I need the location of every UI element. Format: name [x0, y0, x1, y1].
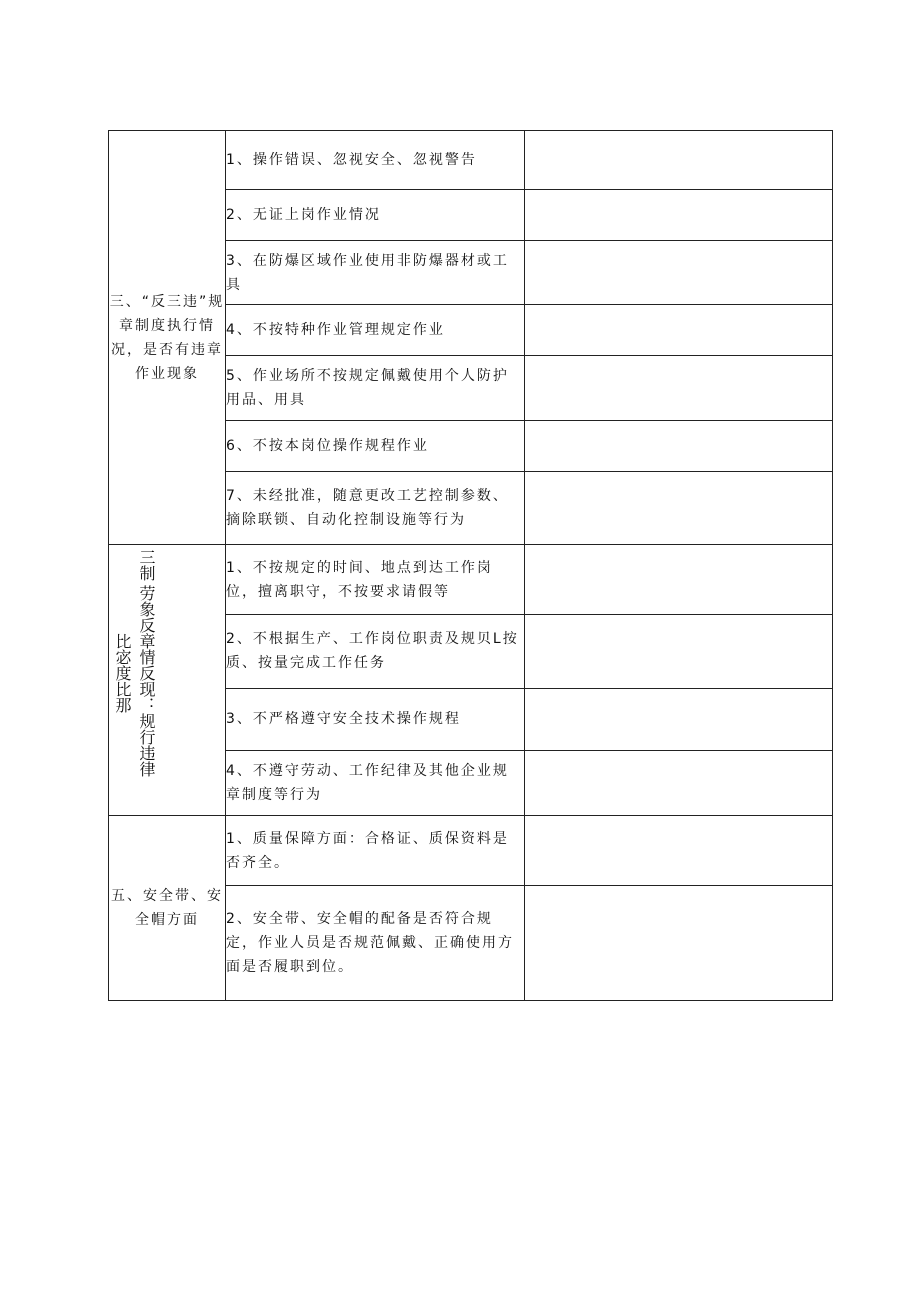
- category-cell-vertical: [109, 545, 226, 816]
- result-cell[interactable]: [525, 305, 833, 356]
- item-cell: 4、不按特种作业管理规定作业: [226, 305, 525, 356]
- result-cell[interactable]: [525, 615, 833, 688]
- result-cell[interactable]: [525, 190, 833, 241]
- item-cell: 4、不遵守劳动、工作纪律及其他企业规章制度等行为: [226, 750, 525, 815]
- table-row: [109, 816, 833, 886]
- item-cell: 1、质量保障方面：合格证、质保资料是否齐全。: [226, 816, 525, 886]
- category-cell: [109, 131, 226, 545]
- category-label: 五、安全带、安全帽方面: [111, 888, 223, 928]
- result-cell[interactable]: [525, 421, 833, 472]
- result-cell[interactable]: [525, 545, 833, 615]
- category-vertical-col2: 劳象反章情反现：规行违律: [137, 585, 156, 777]
- item-cell: 1、不按规定的时间、地点到达工作岗位，擅离职守，不按要求请假等: [226, 545, 525, 615]
- result-cell[interactable]: [525, 886, 833, 1001]
- item-cell: 2、无证上岗作业情况: [226, 190, 525, 241]
- item-cell: 2、不根据生产、工作岗位职责及规贝L按质、按量完成工作任务: [226, 615, 525, 688]
- result-cell[interactable]: [525, 356, 833, 421]
- category-vertical-col1: 比宓度比那: [113, 633, 132, 713]
- result-cell[interactable]: [525, 241, 833, 305]
- item-cell: 3、在防爆区域作业使用非防爆器材或工具: [226, 241, 525, 305]
- item-cell: 6、不按本岗位操作规程作业: [226, 421, 525, 472]
- result-cell[interactable]: [525, 131, 833, 190]
- result-cell[interactable]: [525, 750, 833, 815]
- category-cell: [109, 816, 226, 1001]
- category-vertical-col3: 三制: [137, 549, 156, 581]
- item-cell: 5、作业场所不按规定佩戴使用个人防护用品、用具: [226, 356, 525, 421]
- result-cell[interactable]: [525, 472, 833, 545]
- table-row: [109, 131, 833, 190]
- category-label: 三、“反三违”规章制度执行情况，是否有违章作业现象: [109, 293, 225, 382]
- item-cell: 3、不严格遵守安全技术操作规程: [226, 688, 525, 750]
- result-cell[interactable]: [525, 688, 833, 750]
- item-cell: 7、未经批准，随意更改工艺控制参数、摘除联锁、自动化控制设施等行为: [226, 472, 525, 545]
- result-cell[interactable]: [525, 816, 833, 886]
- table-row: [109, 545, 833, 615]
- item-cell: 2、安全带、安全帽的配备是否符合规定，作业人员是否规范佩戴、正确使用方面是否履职到位。: [226, 886, 525, 1001]
- item-cell: 1、操作错误、忽视安全、忽视警告: [226, 131, 525, 190]
- inspection-table: [108, 130, 833, 1001]
